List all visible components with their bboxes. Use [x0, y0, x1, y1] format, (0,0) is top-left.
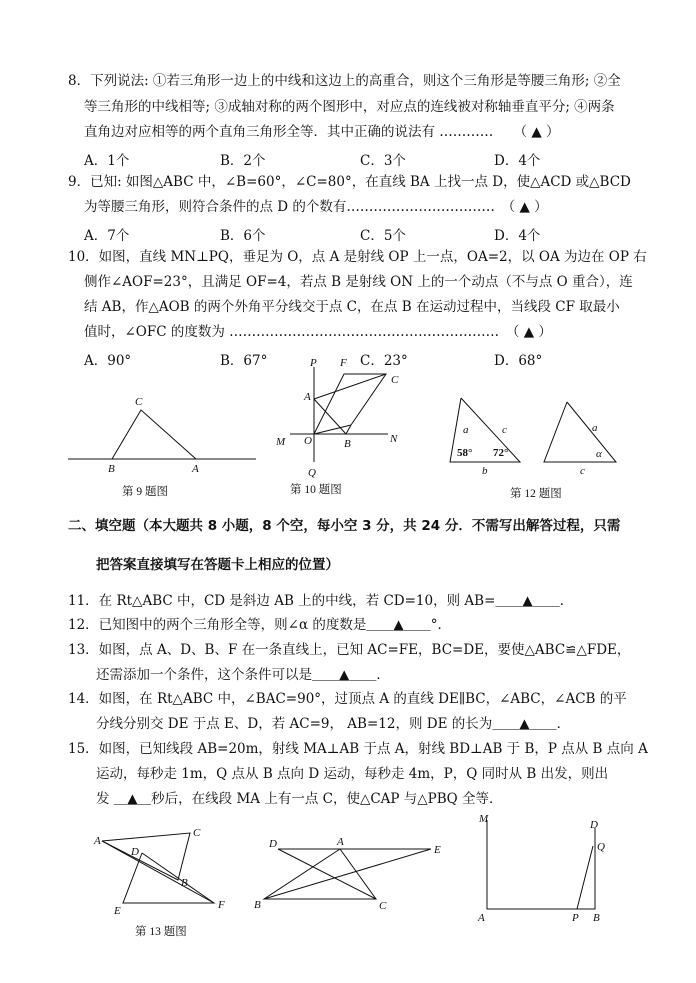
fig10-label-a: A [304, 391, 311, 403]
fig15-label-q: Q [597, 841, 605, 853]
fig9-caption: 第 9 题图 [122, 486, 168, 498]
q9-option-a: A．7个 [84, 228, 130, 244]
fig15-label-m: M [479, 813, 489, 825]
q15-line3: 发 ＿▲＿秒后，在线段 MA 上有一点 C，使△CAP 与△PBQ 全等． [96, 791, 503, 807]
fig14-label-a: A [337, 836, 344, 848]
q10-option-c: C．23° [360, 353, 408, 369]
q8-line2: 等三角形的中线相等; ③成轴对称的两个图形中，对应点的连线被对称轴垂直平分; ④两条 [84, 99, 615, 115]
fig12-angle-72: 72° [493, 447, 509, 459]
fig10-label-b: B [344, 438, 351, 450]
q8-option-b: B．2个 [220, 153, 266, 169]
fig12-right-label-c: c [580, 465, 585, 477]
fig14-label-e: E [434, 844, 441, 856]
figure-14 [264, 849, 431, 899]
q14-line2: 分线分别交 DE 于点 E、D，若 AC=9， AB=12，则 DE 的长为＿＿▲＿＿． [96, 716, 571, 732]
fig12-left-label-a: a [463, 424, 469, 436]
fig14-label-d: D [269, 838, 277, 850]
fig15-label-p: P [572, 912, 579, 924]
fig10-caption: 第 10 题图 [290, 484, 342, 496]
q9-line1: 9．已知: 如图△ABC 中，∠B=60°，∠C=80°，在直线 BA 上找一点 D，使△ACD 或△BCD [68, 174, 631, 190]
q12: 12．已知图中的两个三角形全等，则∠α 的度数是＿＿▲＿＿°． [68, 617, 452, 633]
fig10-label-f: F [340, 357, 347, 369]
fig10-label-q: Q [308, 467, 316, 479]
q8-line3: 直角边对应相等的两个直角三角形全等．其中正确的说法有 ………… （ ▲ ） [84, 124, 560, 140]
q9-option-d: D．4个 [494, 228, 541, 244]
section2-heading-line2: 把答案直接填写在答题卡上相应的位置） [96, 557, 339, 573]
q10-line2: 侧作∠AOF=23°，且满足 OF=4，若点 B 是射线 ON 上的一个动点（不与点 O 重合），连 [84, 274, 633, 290]
q10-option-a: A．90° [84, 353, 132, 369]
fig12-angle-58: 58° [457, 447, 473, 459]
fig15-label-b: B [593, 912, 600, 924]
fig13-label-c: C [193, 827, 201, 839]
q11: 11．在 Rt△ABC 中，CD 是斜边 AB 上的中线，若 CD=10，则 AB=＿＿▲＿＿． [68, 593, 574, 609]
fig10-label-o: O [304, 435, 312, 447]
q8-option-c: C．3个 [360, 153, 406, 169]
fig10-label-n: N [390, 433, 398, 445]
fig12-left-label-c: c [502, 424, 507, 436]
q14-line1: 14．如图，在 Rt△ABC 中，∠BAC=90°，过顶点 A 的直线 DE∥BC，∠ABC，∠ACB 的平 [68, 691, 627, 707]
section2-heading-line1: 二、填空题（本大题共 8 小题，8 个空，每小空 3 分，共 24 分．不需写出解答过程，只需 [68, 518, 621, 534]
fig13-label-f: F [218, 899, 225, 911]
fig10-label-p: P [310, 357, 317, 369]
fig12-right-label-a: a [592, 422, 598, 434]
fig12-caption: 第 12 题图 [510, 488, 562, 500]
fig14-label-c: C [379, 900, 387, 912]
fig9-label-b: B [108, 463, 115, 475]
q9-option-c: C．5个 [360, 228, 406, 244]
fig15-label-a: A [478, 912, 485, 924]
q10-line4: 值时，∠OFC 的度数为 …………………………………………………… （ ▲ ） [84, 324, 552, 340]
q10-line1: 10．如图，直线 MN⊥PQ，垂足为 O，点 A 是射线 OP 上一点，OA=2，以 OA 为边在 OP 右 [68, 249, 647, 265]
fig15-label-d: D [590, 819, 598, 831]
q9-line2: 为等腰三角形，则符合条件的点 D 的个数有…………………………… （ ▲ ） [84, 199, 548, 215]
q10-option-d: D．68° [494, 353, 543, 369]
q13-line1: 13．如图，点 A、D、B、F 在一条直线上，已知 AC=FE，BC=DE，要使△ABC≌△FDE， [68, 642, 631, 658]
fig9-label-a: A [192, 463, 199, 475]
q8-option-a: A．1个 [84, 153, 130, 169]
q15-line2: 运动，每秒走 1m，Q 点从 B 点向 D 运动，每秒走 4m，P，Q 同时从 B 出发，则出 [96, 766, 609, 782]
figure-15 [487, 820, 595, 909]
fig9-label-c: C [135, 396, 143, 408]
fig13-label-d: D [131, 846, 139, 858]
q13-line2: 还需添加一个条件，这个条件可以是＿＿▲＿＿． [96, 667, 390, 683]
fig12-alpha: α [596, 448, 602, 460]
fig12-left-label-b: b [482, 465, 488, 477]
figure-13 [102, 833, 214, 903]
q10-line3: 结 AB，作△AOB 的两个外角平分线交于点 C，在点 B 在运动过程中，当线段 CF 取最小 [84, 299, 620, 315]
q8-line1: 8．下列说法: ①若三角形一边上的中线和这边上的高重合，则这个三角形是等腰三角形; ②全 [68, 73, 621, 89]
fig13-label-b: B [181, 877, 188, 889]
fig13-caption: 第 13 题图 [135, 926, 187, 938]
fig13-label-e: E [114, 905, 121, 917]
fig10-label-m: M [276, 436, 286, 448]
q15-line1: 15．如图，已知线段 AB=20m，射线 MA⊥AB 于点 A，射线 BD⊥AB 于 B，P 点从 B 点向 A [68, 741, 648, 757]
q8-option-d: D．4个 [494, 153, 541, 169]
fig14-label-b: B [254, 899, 261, 911]
q10-option-b: B．67° [220, 353, 268, 369]
fig10-label-c: C [391, 374, 399, 386]
fig13-label-a: A [94, 835, 101, 847]
q9-option-b: B．6个 [220, 228, 266, 244]
